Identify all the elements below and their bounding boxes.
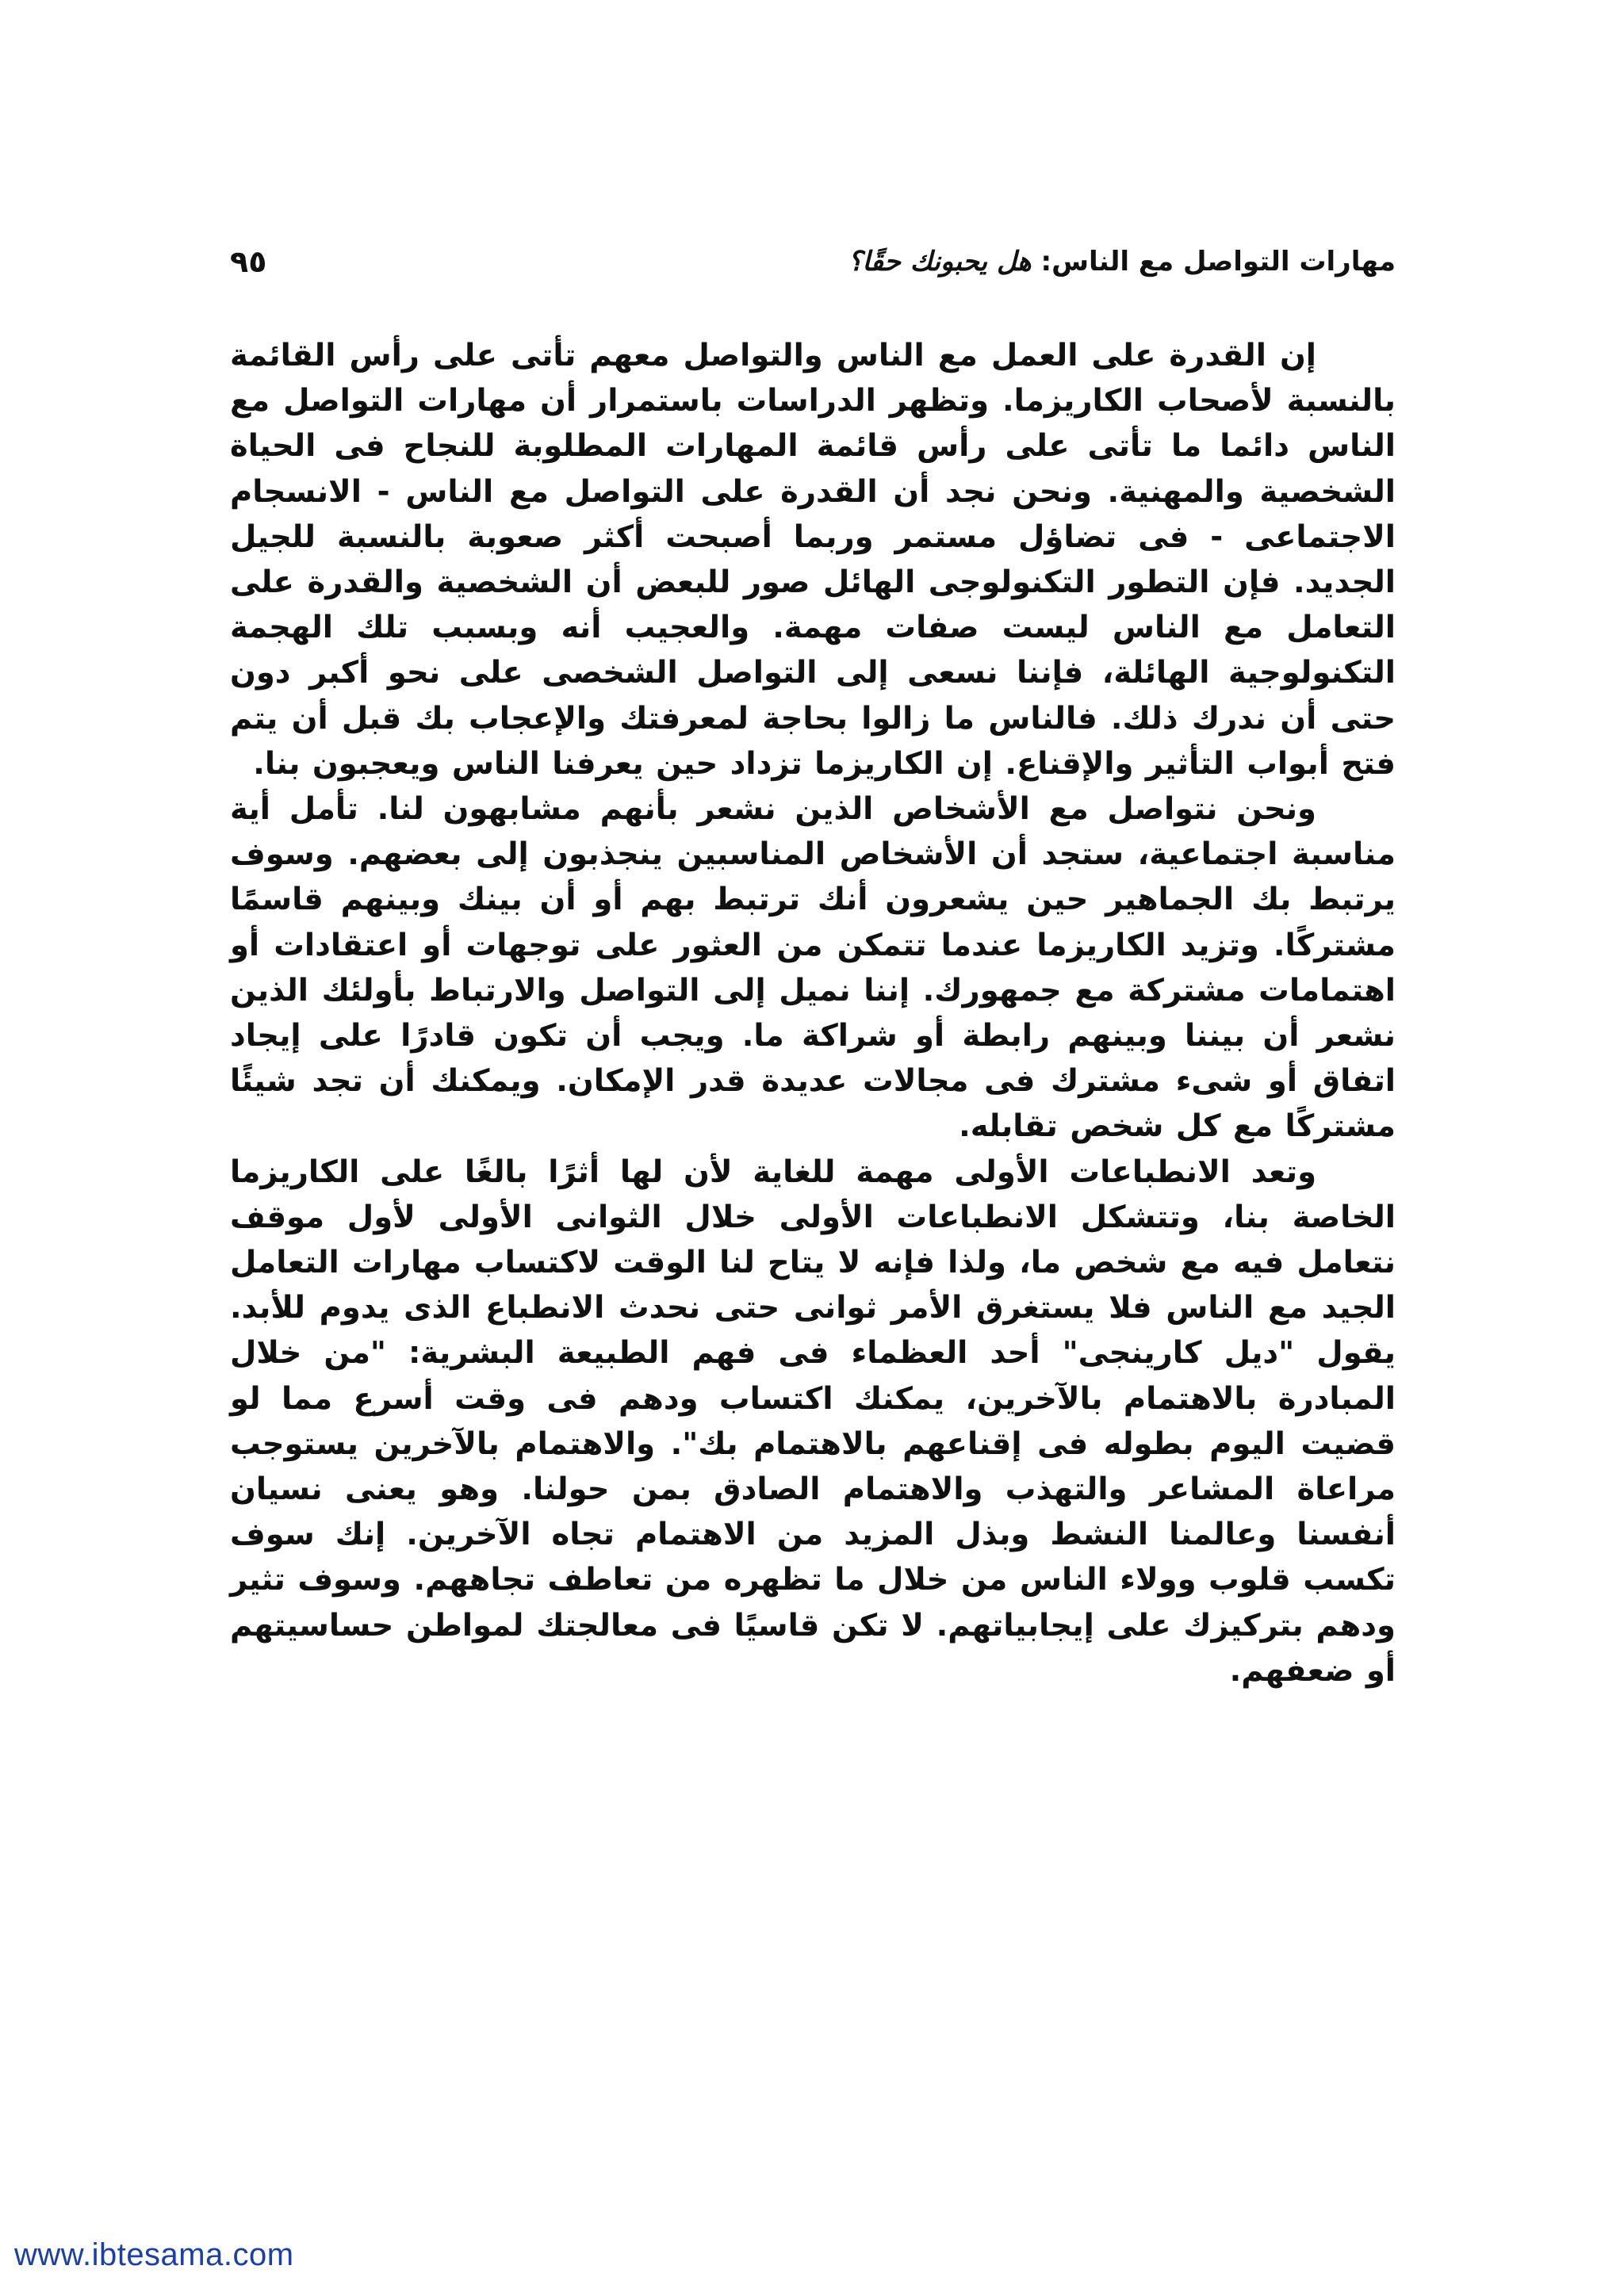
chapter-title (848, 246, 1396, 277)
chapter-title-main: مهارات التواصل مع الناس: (1040, 246, 1396, 277)
page-number: ٩٥ (230, 244, 267, 279)
paragraph-3: وتعد الانطباعات الأولى مهمة للغاية لأن لها أثرًا بالغًا على الكاريزما الخاصة بنا، وتتشكل الانطباعات الأولى خلال الثوانى الأولى لأول موقف نتعامل فيه مع شخص ما، ولذا فإنه لا يتاح لنا الوقت لاكتساب مهارات التعامل الجيد مع الناس فلا يستغرق الأمر ثوانى حتى نحدث الانطباع الذى يدوم للأبد. يقول "ديل كارينجى" أحد العظماء فى فهم الطبيعة البشرية: "من خلال المبادرة بالاهتمام بالآخرين، يمكنك اكتساب ودهم فى وقت أسرع مما لو قضيت اليوم بطوله فى إقناعهم بالاهتمام بك". والاهتمام بالآخرين يستوجب مراعاة المشاعر والتهذب والاهتمام الصادق بمن حولنا. وهو يعنى نسيان أنفسنا وعالمنا النشط وبذل المزيد من الاهتمام تجاه الآخرين. إنك سوف تكسب قلوب وولاء الناس من خلال ما تظهره من تعاطف تجاههم. وسوف تثير ودهم بتركيزك على إيجابياتهم. لا تكن قاسيًا فى معالجتك لمواطن حساسيتهم أو ضعفهم. (230, 1154, 1396, 1689)
running-header (230, 238, 1396, 285)
watermark-url: www.ibtesama.com (14, 2237, 294, 2272)
body-text (230, 333, 1396, 1693)
paragraph-2: ونحن نتواصل مع الأشخاص الذين نشعر بأنهم مشابهون لنا. تأمل أية مناسبة اجتماعية، ستجد أن الأشخاص المناسبين ينجذبون إلى بعضهم. وسوف يرتبط بك الجماهير حين يشعرون أنك ترتبط بهم أو أن بينك وبينهم قاسمًا مشتركًا. وتزيد الكاريزما عندما تتمكن من العثور على توجهات أو اعتقادات أو اهتمامات مشتركة مع جمهورك. إننا نميل إلى التواصل والارتباط بأولئك الذين نشعر أن بيننا وبينهم رابطة أو شراكة ما. ويجب أن تكون قادرًا على إيجاد اتفاق أو شىء مشترك فى مجالات عديدة قدر الإمكان. ويمكنك أن تجد شيئًا مشتركًا مع كل شخص تقابله. (230, 791, 1396, 1145)
paragraph-1: إن القدرة على العمل مع الناس والتواصل معهم تأتى على رأس القائمة بالنسبة لأصحاب الكاريزما. وتظهر الدراسات باستمرار أن مهارات التواصل مع الناس دائما ما تأتى على رأس قائمة المهارات المطلوبة للنجاح فى الحياة الشخصية والمهنية. ونحن نجد أن القدرة على التواصل مع الناس - الانسجام الاجتماعى - فى تضاؤل مستمر وربما أصبحت أكثر صعوبة بالنسبة للجيل الجديد. فإن التطور التكنولوجى الهائل صور للبعض أن الشخصية والقدرة على التعامل مع الناس ليست صفات مهمة. والعجيب أنه وبسبب تلك الهجمة التكنولوجية الهائلة، فإننا نسعى إلى التواصل الشخصى على نحو أكبر دون حتى أن ندرك ذلك. فالناس ما زالوا بحاجة لمعرفتك والإعجاب بك قبل أن يتم فتح أبواب التأثير والإقناع. إن الكاريزما تزداد حين يعرفنا الناس ويعجبون بنا. (230, 338, 1396, 782)
chapter-title-sub: هل يحبونك حقًا؟ (848, 246, 1032, 277)
